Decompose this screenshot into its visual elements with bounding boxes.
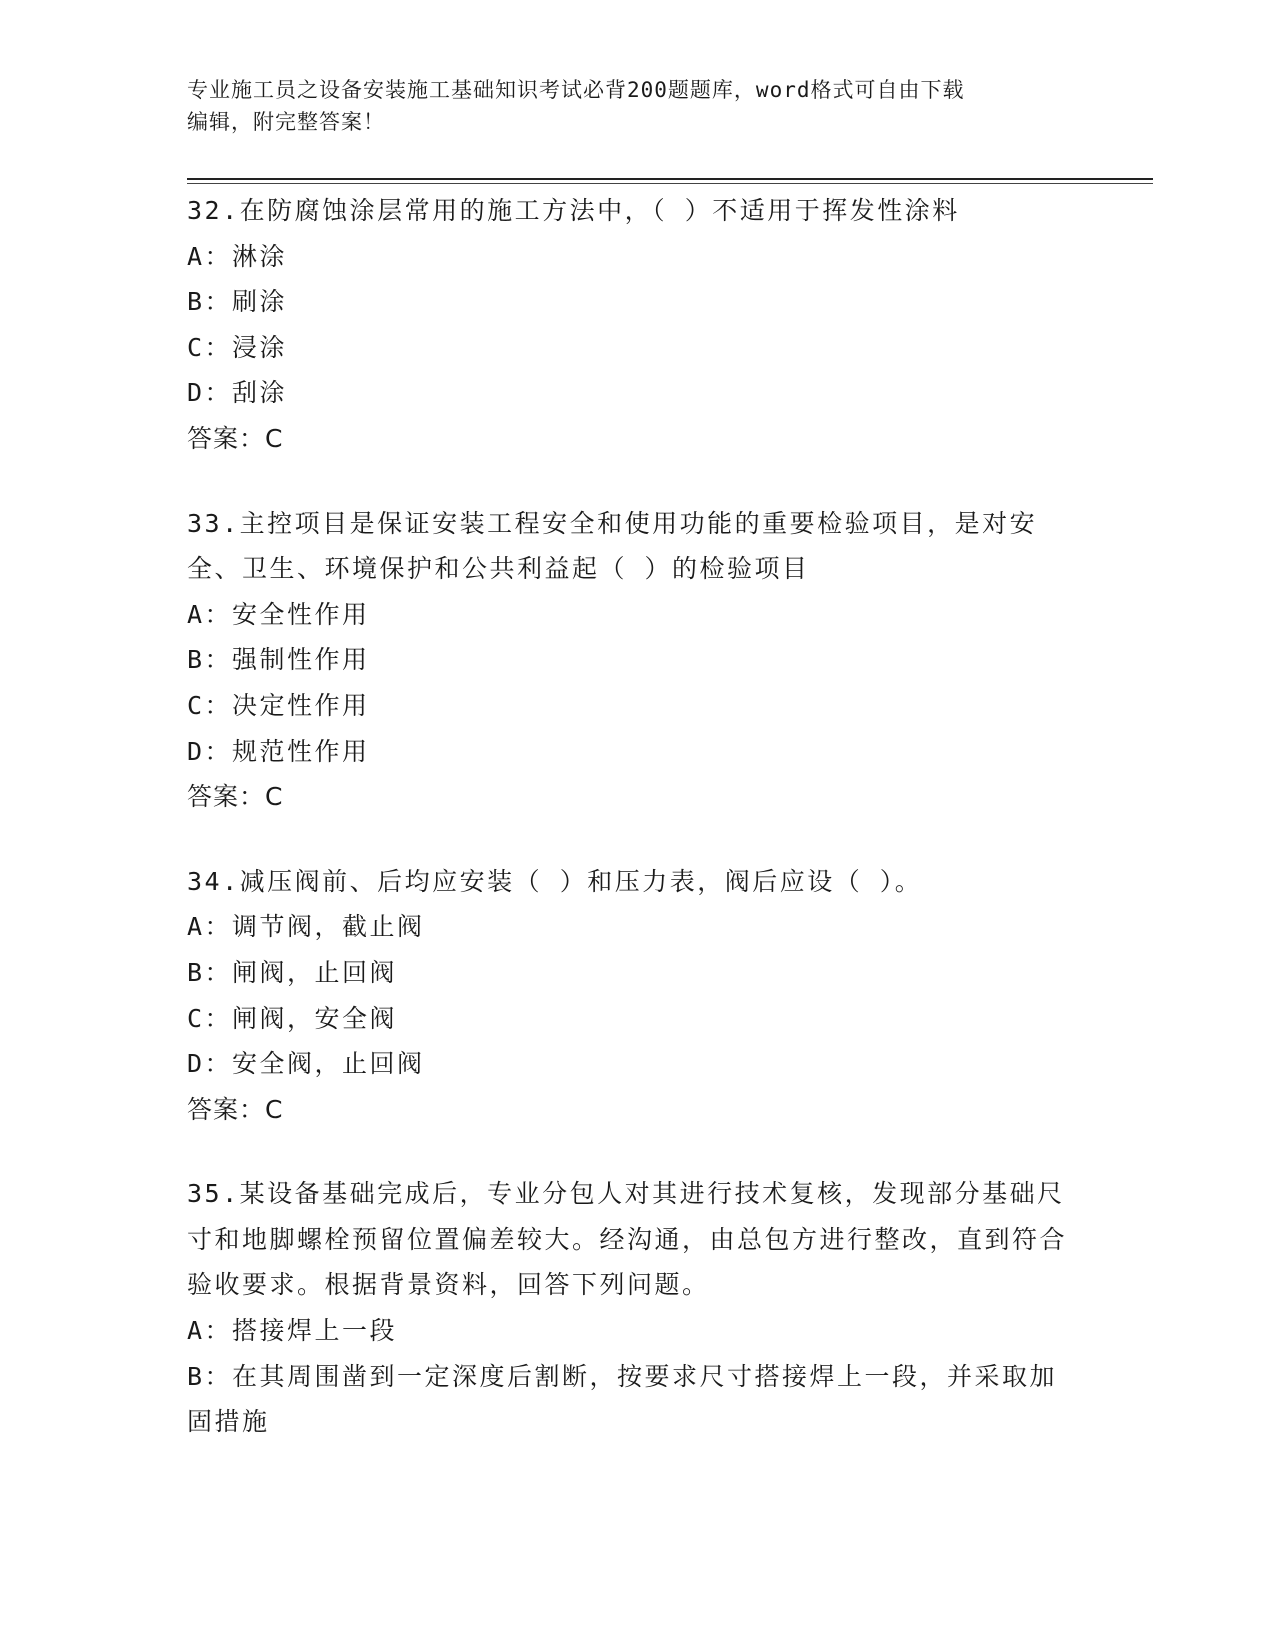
question-34 [187, 859, 1087, 1133]
option-b: B：刷涂 [187, 287, 288, 317]
question-stem: 34.减压阀前、后均应安装（ ）和压力表，阀后应设（ ）。 [187, 866, 923, 896]
document-header [187, 74, 1067, 138]
question-list [187, 188, 1087, 1484]
header-line-2: 编辑，附完整答案！ [187, 110, 385, 134]
option-a: A：调节阀，截止阀 [187, 912, 425, 942]
question-stem: 32.在防腐蚀涂层常用的施工方法中，（ ）不适用于挥发性涂料 [187, 196, 960, 225]
option-b: B：闸阀，止回阀 [187, 957, 398, 987]
option-c: C：闸阀，安全阀 [187, 1003, 398, 1033]
option-b: B：强制性作用 [187, 645, 370, 675]
option-d: D：安全阀，止回阀 [187, 1049, 425, 1079]
question-32 [187, 188, 1087, 462]
header-line-1: 专业施工员之设备安装施工基础知识考试必背200题题库，word格式可自由下载 [187, 78, 965, 102]
header-divider-thick [187, 178, 1153, 180]
question-stem: 35.某设备基础完成后，专业分包人对其进行技术复核，发现部分基础尺寸和地脚螺栓预留位置偏差较大。经沟通，由总包方进行整改，直到符合验收要求。根据背景资料，回答下列问题。 [187, 1179, 1068, 1300]
answer-label: 答案：C [187, 1094, 284, 1124]
option-a: A：安全性作用 [187, 599, 370, 629]
answer-label: 答案：C [187, 782, 284, 812]
option-a: A：淋涂 [187, 241, 288, 271]
option-a: A：搭接焊上一段 [187, 1316, 398, 1346]
option-d: D：规范性作用 [187, 736, 370, 766]
answer-label: 答案：C [187, 423, 284, 453]
question-33 [187, 501, 1087, 820]
option-c: C：决定性作用 [187, 690, 370, 720]
option-d: D：刮涂 [187, 378, 288, 408]
header-divider-thin [187, 183, 1153, 184]
option-c: C：浸涂 [187, 332, 288, 362]
option-b: B：在其周围凿到一定深度后割断，按要求尺寸搭接焊上一段，并采取加固措施 [187, 1361, 1058, 1437]
question-35 [187, 1171, 1087, 1445]
question-stem: 33.主控项目是保证安装工程安全和使用功能的重要检验项目，是对安全、卫生、环境保护和公共利益起（ ）的检验项目 [187, 508, 1038, 584]
